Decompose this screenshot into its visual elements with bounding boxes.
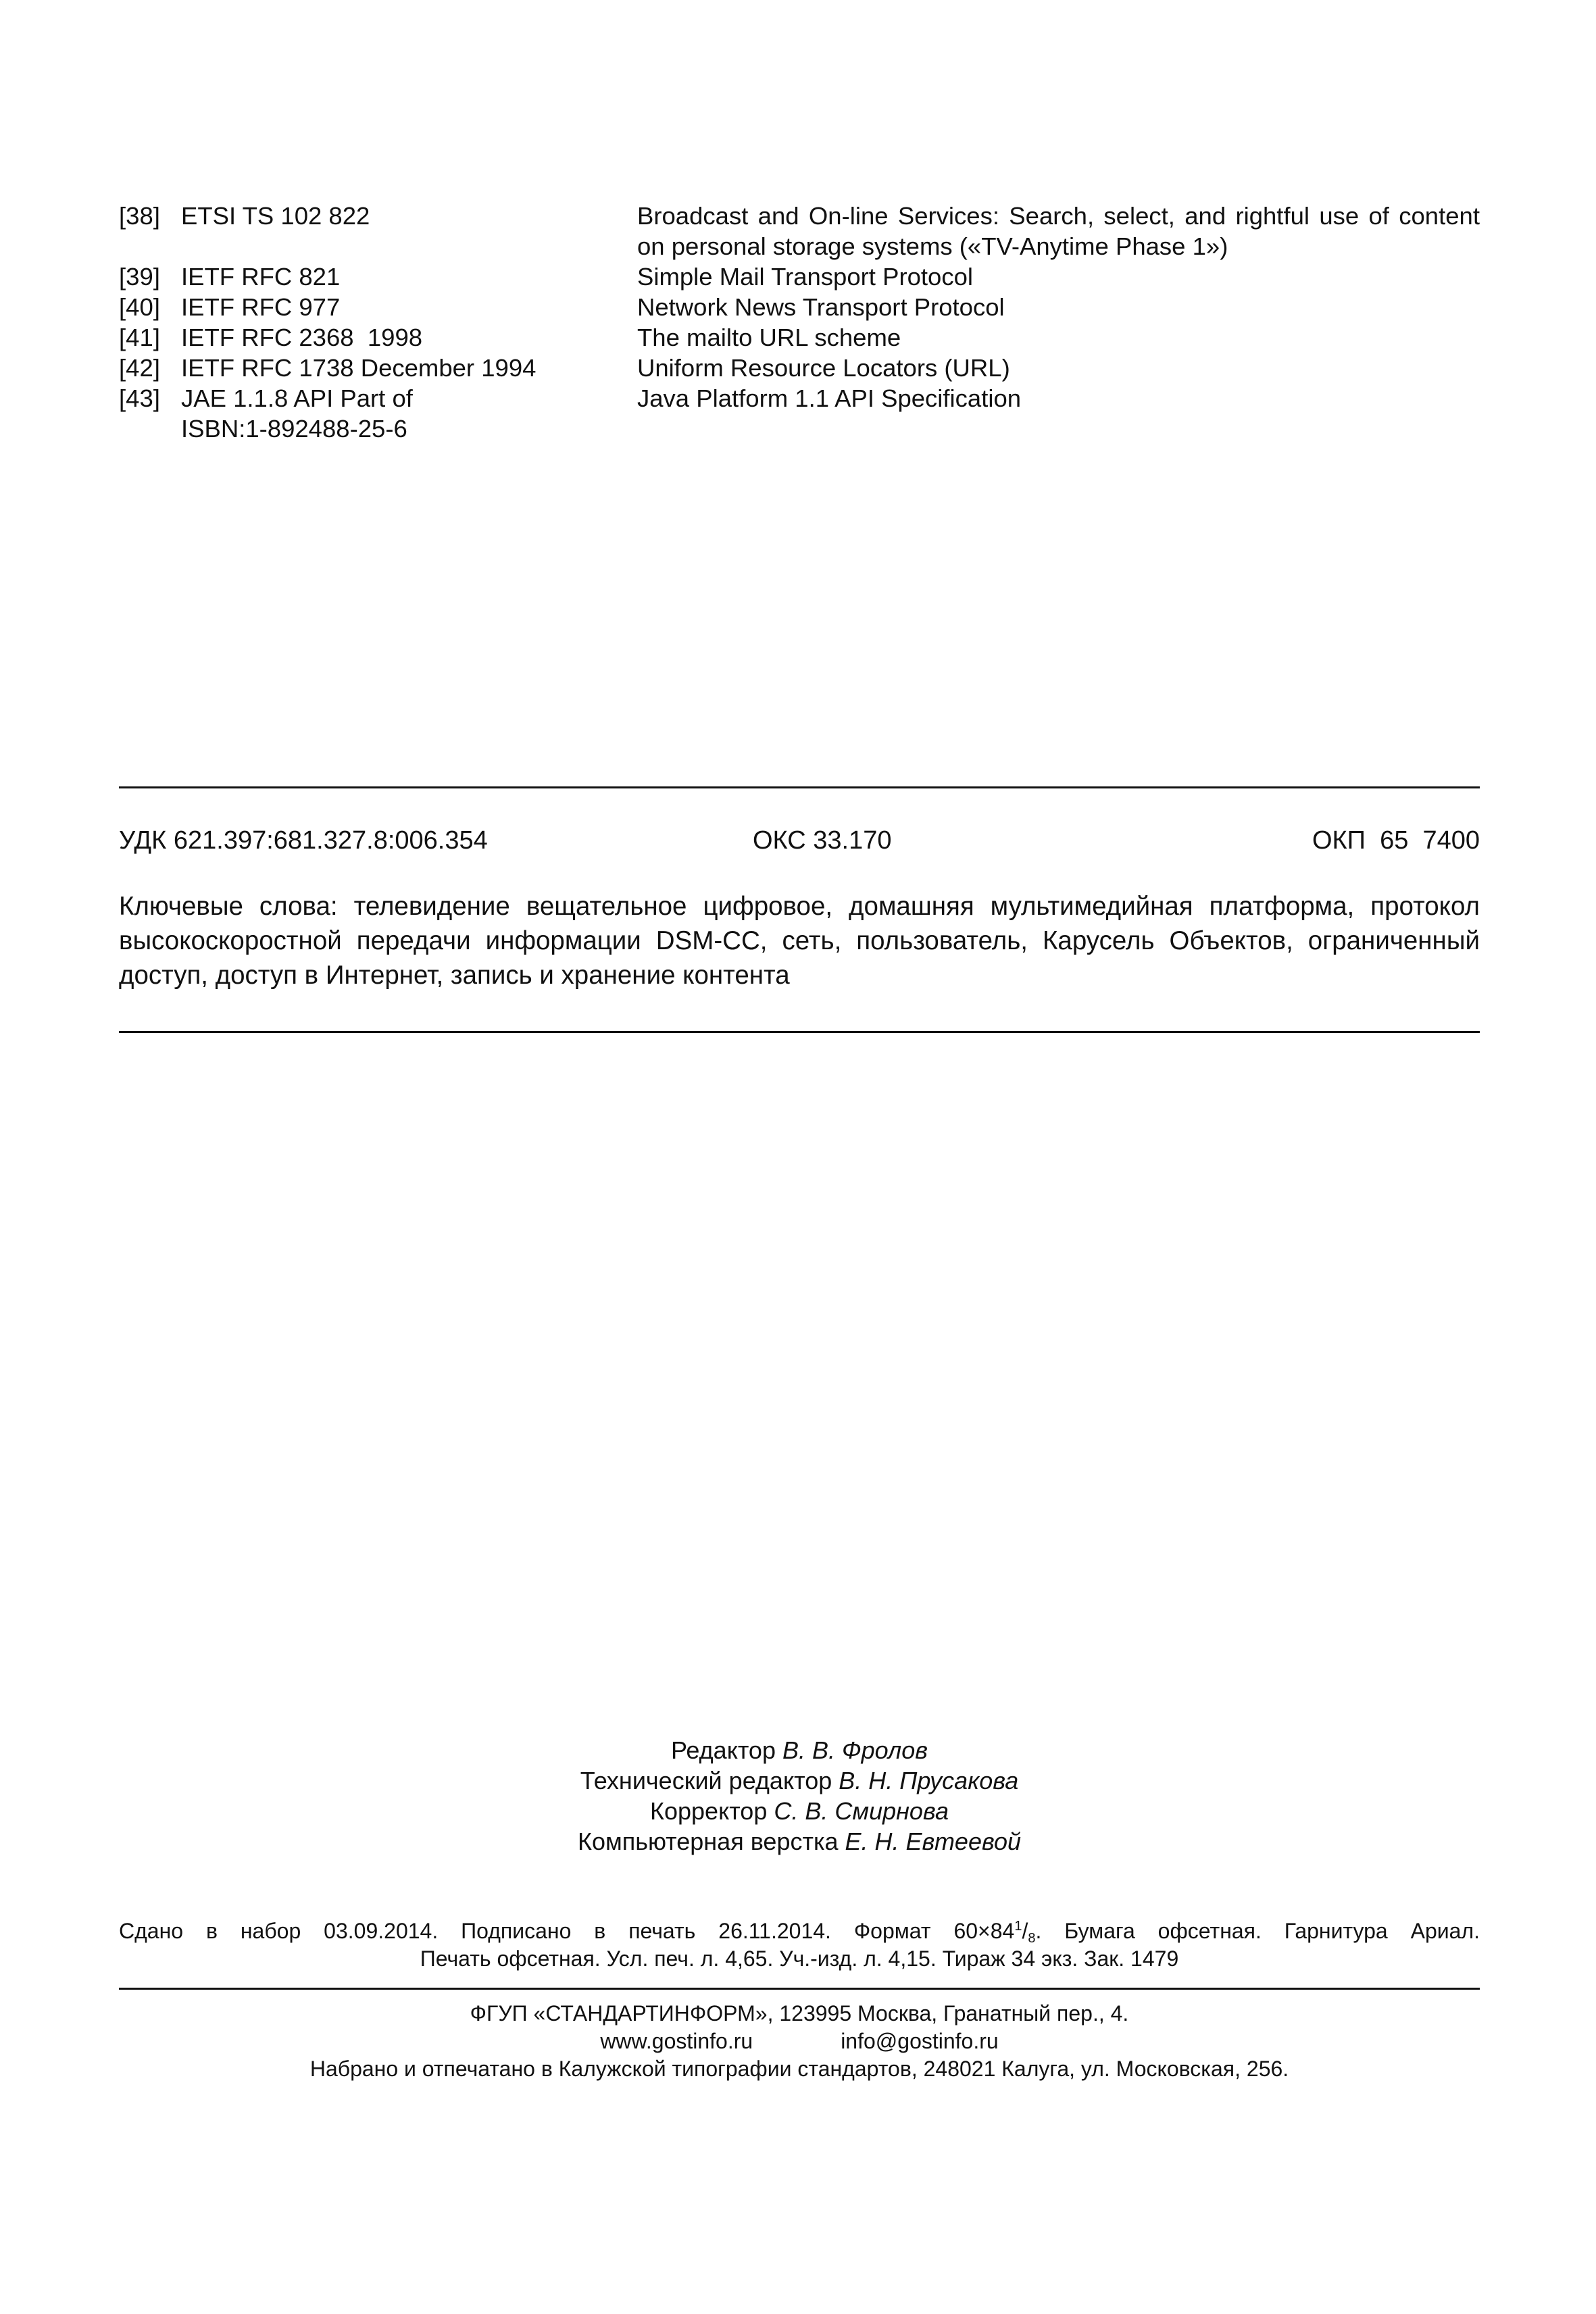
reference-title: Uniform Resource Locators (URL) <box>637 354 1010 382</box>
website-link[interactable]: www.gostinfo.ru <box>600 2029 753 2053</box>
keywords-divider <box>119 1031 1480 1033</box>
publication-info <box>119 1917 1480 1973</box>
reference-document: JAE 1.1.8 API Part of ISBN:1-892488-25-6 <box>181 384 413 443</box>
imprint-divider <box>119 1988 1480 1990</box>
reference-title: Network News Transport Protocol <box>637 293 1005 321</box>
reference-number: [42] <box>119 354 160 382</box>
okp-code: ОКП 65 7400 <box>1312 826 1480 855</box>
publication-line-1: Сдано в набор 03.09.2014. Подписано в печать 26.11.2014. Формат $60\times 84^1/_8$. Бумага офсетная. Гарнитура Ариал. <box>119 1919 1480 1946</box>
reference-document: IETF RFC 1738 December 1994 <box>181 354 537 382</box>
top-divider <box>119 786 1480 788</box>
reference-number: [38] <box>119 202 160 230</box>
reference-number: [43] <box>119 384 160 412</box>
reference-document: IETF RFC 821 <box>181 263 341 291</box>
reference-item <box>119 292 1480 322</box>
printer-info: Набрано и отпечатано в Калужской типографии стандартов, 248021 Калуга, ул. Московская, 256. <box>309 2057 1289 2081</box>
reference-number: [39] <box>119 263 160 291</box>
email-link[interactable]: info@gostinfo.ru <box>841 2029 999 2053</box>
reference-item <box>119 201 1480 261</box>
reference-title: Broadcast and On-line Services: Search, select, and rightful use of content on personal storage systems («TV-Anytime Phase 1») <box>637 202 1480 260</box>
reference-item <box>119 353 1480 383</box>
credits-block <box>119 1735 1480 1857</box>
reference-number: [41] <box>119 324 160 351</box>
reference-list <box>119 201 1480 444</box>
reference-item <box>119 322 1480 353</box>
reference-item <box>119 383 1480 444</box>
reference-document: ETSI TS 102 822 <box>181 202 370 230</box>
oks-code: ОКС 33.170 <box>753 826 892 855</box>
reference-document: IETF RFC 977 <box>181 293 341 321</box>
credit-line: Корректор С. В. Смирнова <box>650 1797 949 1825</box>
publication-line-2: Печать офсетная. Усл. печ. л. 4,65. Уч.-изд. л. 4,15. Тираж 34 экз. Зак. 1479 <box>420 1946 1179 1971</box>
credit-line: Редактор В. В. Фролов <box>671 1736 928 1764</box>
contact-row <box>119 2028 1480 2055</box>
keywords-paragraph: Ключевые слова: телевидение вещательное цифровое, домашняя мультимедийная платформа, протокол высокоскоростной передачи информации DSM-CC, сеть, пользователь, Карусель Объектов, ограниченный доступ, доступ в Интернет, запись и хранение контента <box>119 892 1480 990</box>
imprint-block <box>119 2000 1480 2083</box>
credit-line: Компьютерная верстка Е. Н. Евтеевой <box>577 1828 1022 1855</box>
reference-item <box>119 261 1480 292</box>
reference-document: IETF RFC 2368 1998 <box>181 324 423 351</box>
reference-title: Java Platform 1.1 API Specification <box>637 384 1022 412</box>
udk-code: УДК 621.397:681.327.8:006.354 <box>119 826 488 855</box>
reference-title: Simple Mail Transport Protocol <box>637 263 973 291</box>
reference-number: [40] <box>119 293 160 321</box>
credit-line: Технический редактор В. Н. Прусакова <box>580 1767 1019 1794</box>
reference-title: The mailto URL scheme <box>637 324 901 351</box>
publisher-address: ФГУП «СТАНДАРТИНФОРМ», 123995 Москва, Гранатный пер., 4. <box>470 2001 1129 2026</box>
